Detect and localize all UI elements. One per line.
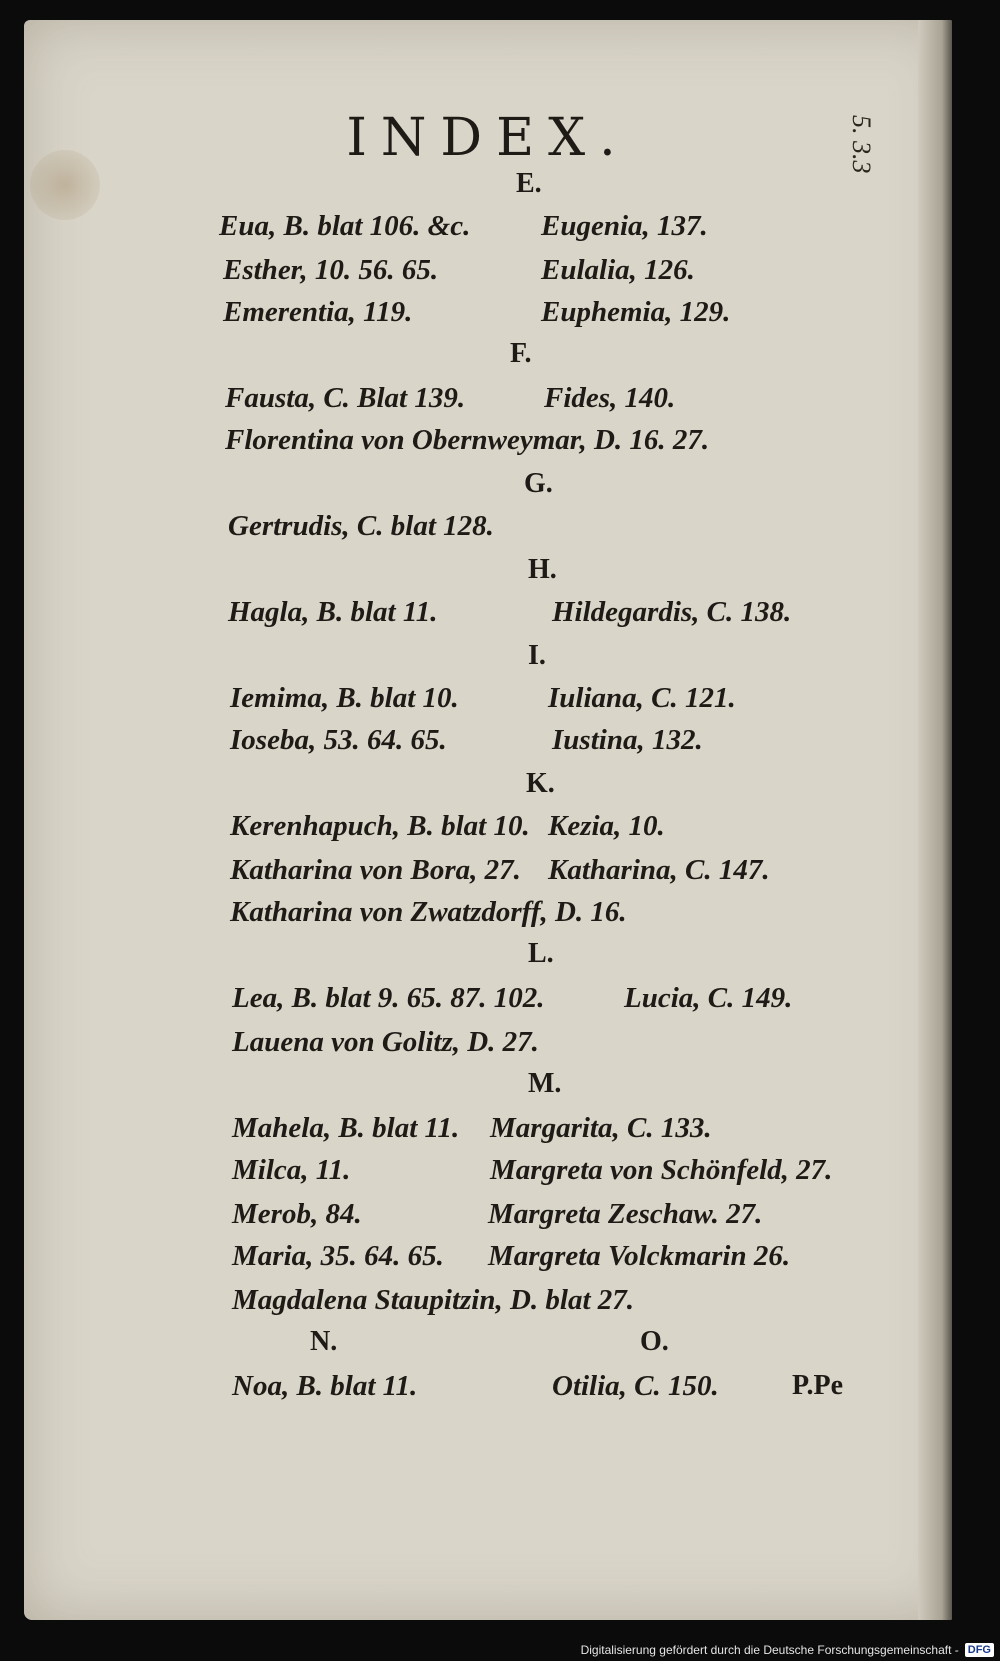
index-entry: Katharina von Bora, 27.: [230, 854, 521, 886]
index-entry: Florentina von Obernweymar, D. 16. 27.: [225, 424, 710, 456]
index-entry: Margreta Zeschaw. 27.: [488, 1198, 763, 1230]
index-entry: Iuliana, C. 121.: [548, 682, 736, 714]
index-entry: Margreta von Schönfeld, 27.: [490, 1154, 833, 1186]
index-entry: Kezia, 10.: [548, 810, 665, 842]
index-entry: Esther, 10. 56. 65.: [223, 254, 439, 286]
page-title: INDEX.: [346, 108, 630, 168]
index-entry: Iustina, 132.: [552, 724, 703, 756]
index-entry: Maria, 35. 64. 65.: [232, 1240, 444, 1272]
index-entry: Emerentia, 119.: [223, 296, 413, 328]
index-entry: Lea, B. blat 9. 65. 87. 102.: [232, 982, 545, 1014]
section-letter-l: L.: [528, 938, 554, 969]
index-entry: Margreta Volckmarin 26.: [488, 1240, 791, 1272]
index-entry: Magdalena Staupitzin, D. blat 27.: [232, 1284, 635, 1316]
page-gutter: [918, 20, 952, 1620]
index-entry: Eugenia, 137.: [541, 210, 708, 242]
index-entry: Fides, 140.: [544, 382, 676, 414]
section-letter-f: F.: [510, 338, 532, 369]
section-letter-i: I.: [528, 640, 546, 671]
index-entry: Mahela, B. blat 11.: [232, 1112, 460, 1144]
catchword: P.Pe: [792, 1370, 844, 1401]
footer-text: Digitalisierung gefördert durch die Deutsche Forschungsgemeinschaft -: [580, 1643, 959, 1657]
section-letter-k: K.: [526, 768, 555, 799]
section-letter-g: G.: [524, 468, 553, 499]
dfg-logo-icon: DFG: [965, 1643, 994, 1657]
section-letter-m: M.: [528, 1068, 562, 1099]
index-entry: Euphemia, 129.: [541, 296, 731, 328]
margin-note: 5. 3.3: [847, 115, 876, 174]
index-entry: Hildegardis, C. 138.: [552, 596, 792, 628]
section-letter-n: N.: [310, 1326, 338, 1357]
index-entry: Lucia, C. 149.: [624, 982, 793, 1014]
digitization-footer: [581, 1641, 994, 1659]
index-entry: Fausta, C. Blat 139.: [225, 382, 466, 414]
index-entry: Ioseba, 53. 64. 65.: [230, 724, 447, 756]
index-entry: Eua, B. blat 106. &c.: [219, 210, 471, 242]
index-entry: Iemima, B. blat 10.: [230, 682, 459, 714]
index-entry: Merob, 84.: [232, 1198, 362, 1230]
section-letter-o: O.: [640, 1326, 669, 1357]
section-letter-h: H.: [528, 554, 557, 585]
index-entry: Katharina, C. 147.: [548, 854, 770, 886]
section-letter-e: E.: [516, 168, 542, 199]
index-entry: Katharina von Zwatzdorff, D. 16.: [230, 896, 627, 928]
index-entry: Lauena von Golitz, D. 27.: [232, 1026, 539, 1058]
index-entry: Gertrudis, C. blat 128.: [228, 510, 494, 542]
index-entry: Eulalia, 126.: [541, 254, 695, 286]
index-entry: Margarita, C. 133.: [490, 1112, 712, 1144]
index-entry: Otilia, C. 150.: [552, 1370, 719, 1402]
book-page: [24, 20, 952, 1620]
index-entry: Milca, 11.: [232, 1154, 351, 1186]
index-entry: Kerenhapuch, B. blat 10.: [230, 810, 530, 842]
index-entry: Hagla, B. blat 11.: [228, 596, 438, 628]
index-entry: Noa, B. blat 11.: [232, 1370, 418, 1402]
